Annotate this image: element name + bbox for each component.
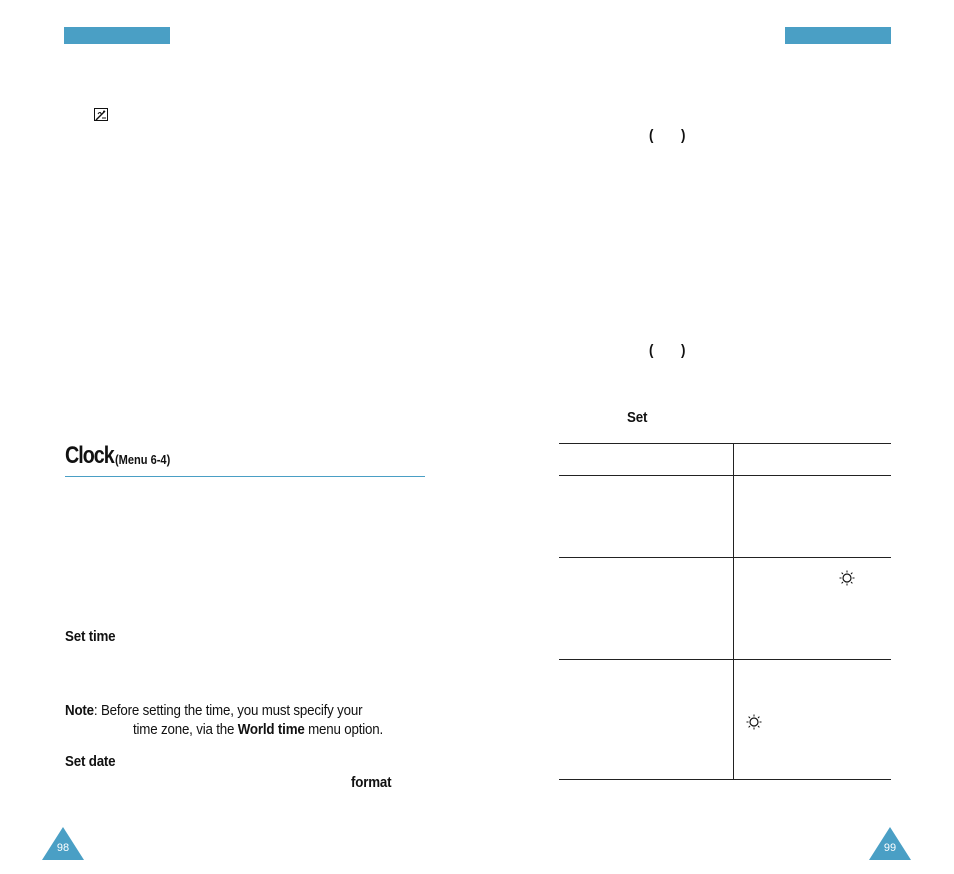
sun-icon [839, 570, 855, 586]
format-word: format [351, 775, 392, 791]
table-rule-row2 [559, 659, 891, 660]
paren-open-2: ( [649, 343, 654, 359]
note-text-2-post: menu option. [304, 722, 384, 738]
picture-edit-icon [93, 108, 109, 122]
set-date-label: Set date [65, 754, 116, 770]
left-header-tab [64, 27, 170, 44]
right-header-tab [785, 27, 891, 44]
paren-close-2: ) [681, 343, 686, 359]
heading-underline [65, 476, 425, 477]
page-number-left-text: 98 [56, 842, 70, 854]
page-number-left [42, 827, 84, 860]
page-number-right-text: 99 [883, 842, 897, 854]
menu-reference: (Menu 6-4) [115, 452, 171, 467]
section-title: Clock [65, 442, 114, 469]
page-number-right [869, 827, 911, 860]
paren-close-1: ) [681, 128, 686, 144]
set-time-label: Set time [65, 629, 116, 645]
table-column-divider [733, 443, 734, 779]
note-line-2 [133, 721, 383, 740]
note-line-1 [65, 702, 362, 721]
set-label: Set [627, 410, 648, 426]
note-label: Note [65, 703, 94, 719]
note-text-2-pre: time zone, via the [133, 722, 238, 738]
table-rule-header [559, 475, 891, 476]
table-rule-bottom [559, 779, 891, 780]
note-text-1: : Before setting the time, you must specify your [93, 703, 363, 719]
sun-icon [746, 714, 762, 730]
note-world-time: World time [237, 722, 305, 738]
paren-open-1: ( [649, 128, 654, 144]
table-rule-row1 [559, 557, 891, 558]
table-rule-top [559, 443, 891, 444]
